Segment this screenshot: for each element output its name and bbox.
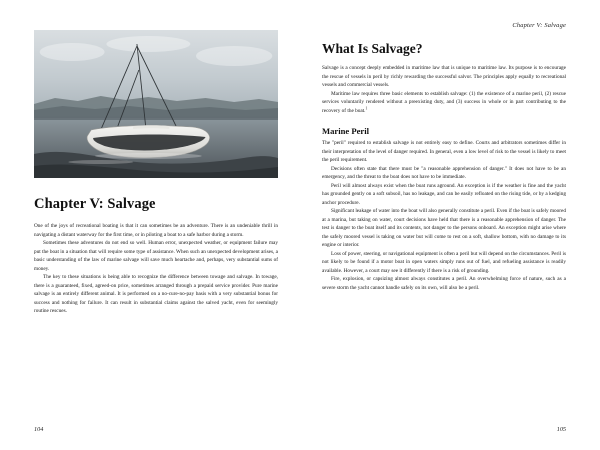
peril-paragraph-3-text: Peril will almost always exist when the boat runs aground. An exception is if the weather is fine and the yacht has grounded gently on a soft subsoil, has no leakage, and can be easily refloated on the rising tide, or by a kedging anchor procedure.: [322, 182, 566, 206]
left-paragraph-1: One of the joys of recreational boating is that it can sometimes be an adventure. There is an undeniable thrill in navigating a distant waterway for the first time, or in piloting a boat to a safe harbor during a storm.: [34, 223, 278, 238]
peril-paragraph-2-text: Decisions often state that there must be "a reasonable apprehension of danger." It does not have to be an emergency, and the threat to the boat does not have to be immediate.: [322, 165, 566, 180]
right-paragraph-1: Salvage is a concept deeply embedded in maritime law that is unique to maritime law. Its purpose is to encourage the rescue of vessels in peril by richly rewarding the successful salvor. The principles apply equally to recreational vessels and commercial vessels.: [322, 65, 566, 88]
sailboat-aground-photograph: [34, 30, 278, 178]
page-number-right: 105: [556, 426, 566, 433]
peril-paragraph-5-text: Loss of power, steering, or navigational equipment is often a peril but will depend on the circumstances. Peril is not likely to be found if a motor boat in open waters simply runs out of fuel, and refueling assistance is readily available. However, a court may see it differently if there is a risk of grounding.: [322, 250, 566, 274]
section-heading-what-is-salvage: What Is Salvage?: [322, 41, 423, 56]
peril-paragraph-4: [322, 207, 566, 250]
peril-paragraph-4-text: Significant leakage of water into the boat will also generally constitute a peril. Even if the boat is safely moored at a marina, but taking on water, court decisions have held that there is a reasonable apprehension of danger. The test is danger to the boat itself and its contents, not danger to the persons onboard. An exception might arise where the safely moored vessel is taking on water but will come to rest on a soft, shallow bottom, with no damage to its engine or interior.: [322, 208, 567, 248]
left-paragraph-2: Sometimes these adventures do not end so well. Human error, unexpected weather, or equipment failure may put the boat in a situation that will require some type of assistance. When such an unexpected development arises, a basic understanding of the law of marine salvage will save much heartache and, perhaps, very substantial sums of money.: [34, 240, 278, 272]
running-head: Chapter V: Salvage: [512, 22, 566, 29]
right-paragraph-2-text: Maritime law requires three basic elements to establish salvage: (1) the existence of a marine peril, (2) rescue services voluntarily rendered without a preexisting duty, and (3) success in whole or in part contributing to the recovery of the boat.: [322, 90, 566, 114]
right-paragraph-2: [322, 90, 566, 116]
chapter-title: Chapter V: Salvage: [34, 196, 156, 212]
peril-paragraph-5: [322, 250, 566, 276]
right-page: [300, 0, 600, 450]
subsection-heading-marine-peril: Marine Peril: [322, 126, 370, 136]
peril-paragraph-6-text: Fire, explosion, or capsizing almost always constitutes a peril. An overwhelming force of nature, such as a severe storm the yacht cannot handle safely on its own, will also be a peril.: [322, 276, 566, 291]
peril-paragraph-2: [322, 165, 566, 182]
page-number-left: 104: [34, 426, 44, 433]
footnote-marker-1: 1: [365, 105, 368, 110]
peril-paragraph-3: [322, 182, 566, 208]
peril-paragraph-6: [322, 275, 566, 292]
left-paragraph-3: The key to these situations is being able to recognize the difference between towage and salvage. In towage, there is a guaranteed, fixed, agreed-on price, sometimes arranged through a prepaid service provider. Pure marine salvage is an entirely different animal. It is performed on a no-cure-no-pay basis with a very substantial bonus for success and nothing for failure. It can result in substantial claims against the salved yacht, even for seemingly routine rescues.: [34, 274, 278, 314]
peril-paragraph-1: The "peril" required to establish salvage is not entirely easy to define. Courts and arbitrators sometimes differ in their interpretation of the level of danger required. In general, even a low level of risk to the vessel is likely to meet the peril requirement.: [322, 140, 566, 163]
page-gutter: [300, 0, 301, 450]
